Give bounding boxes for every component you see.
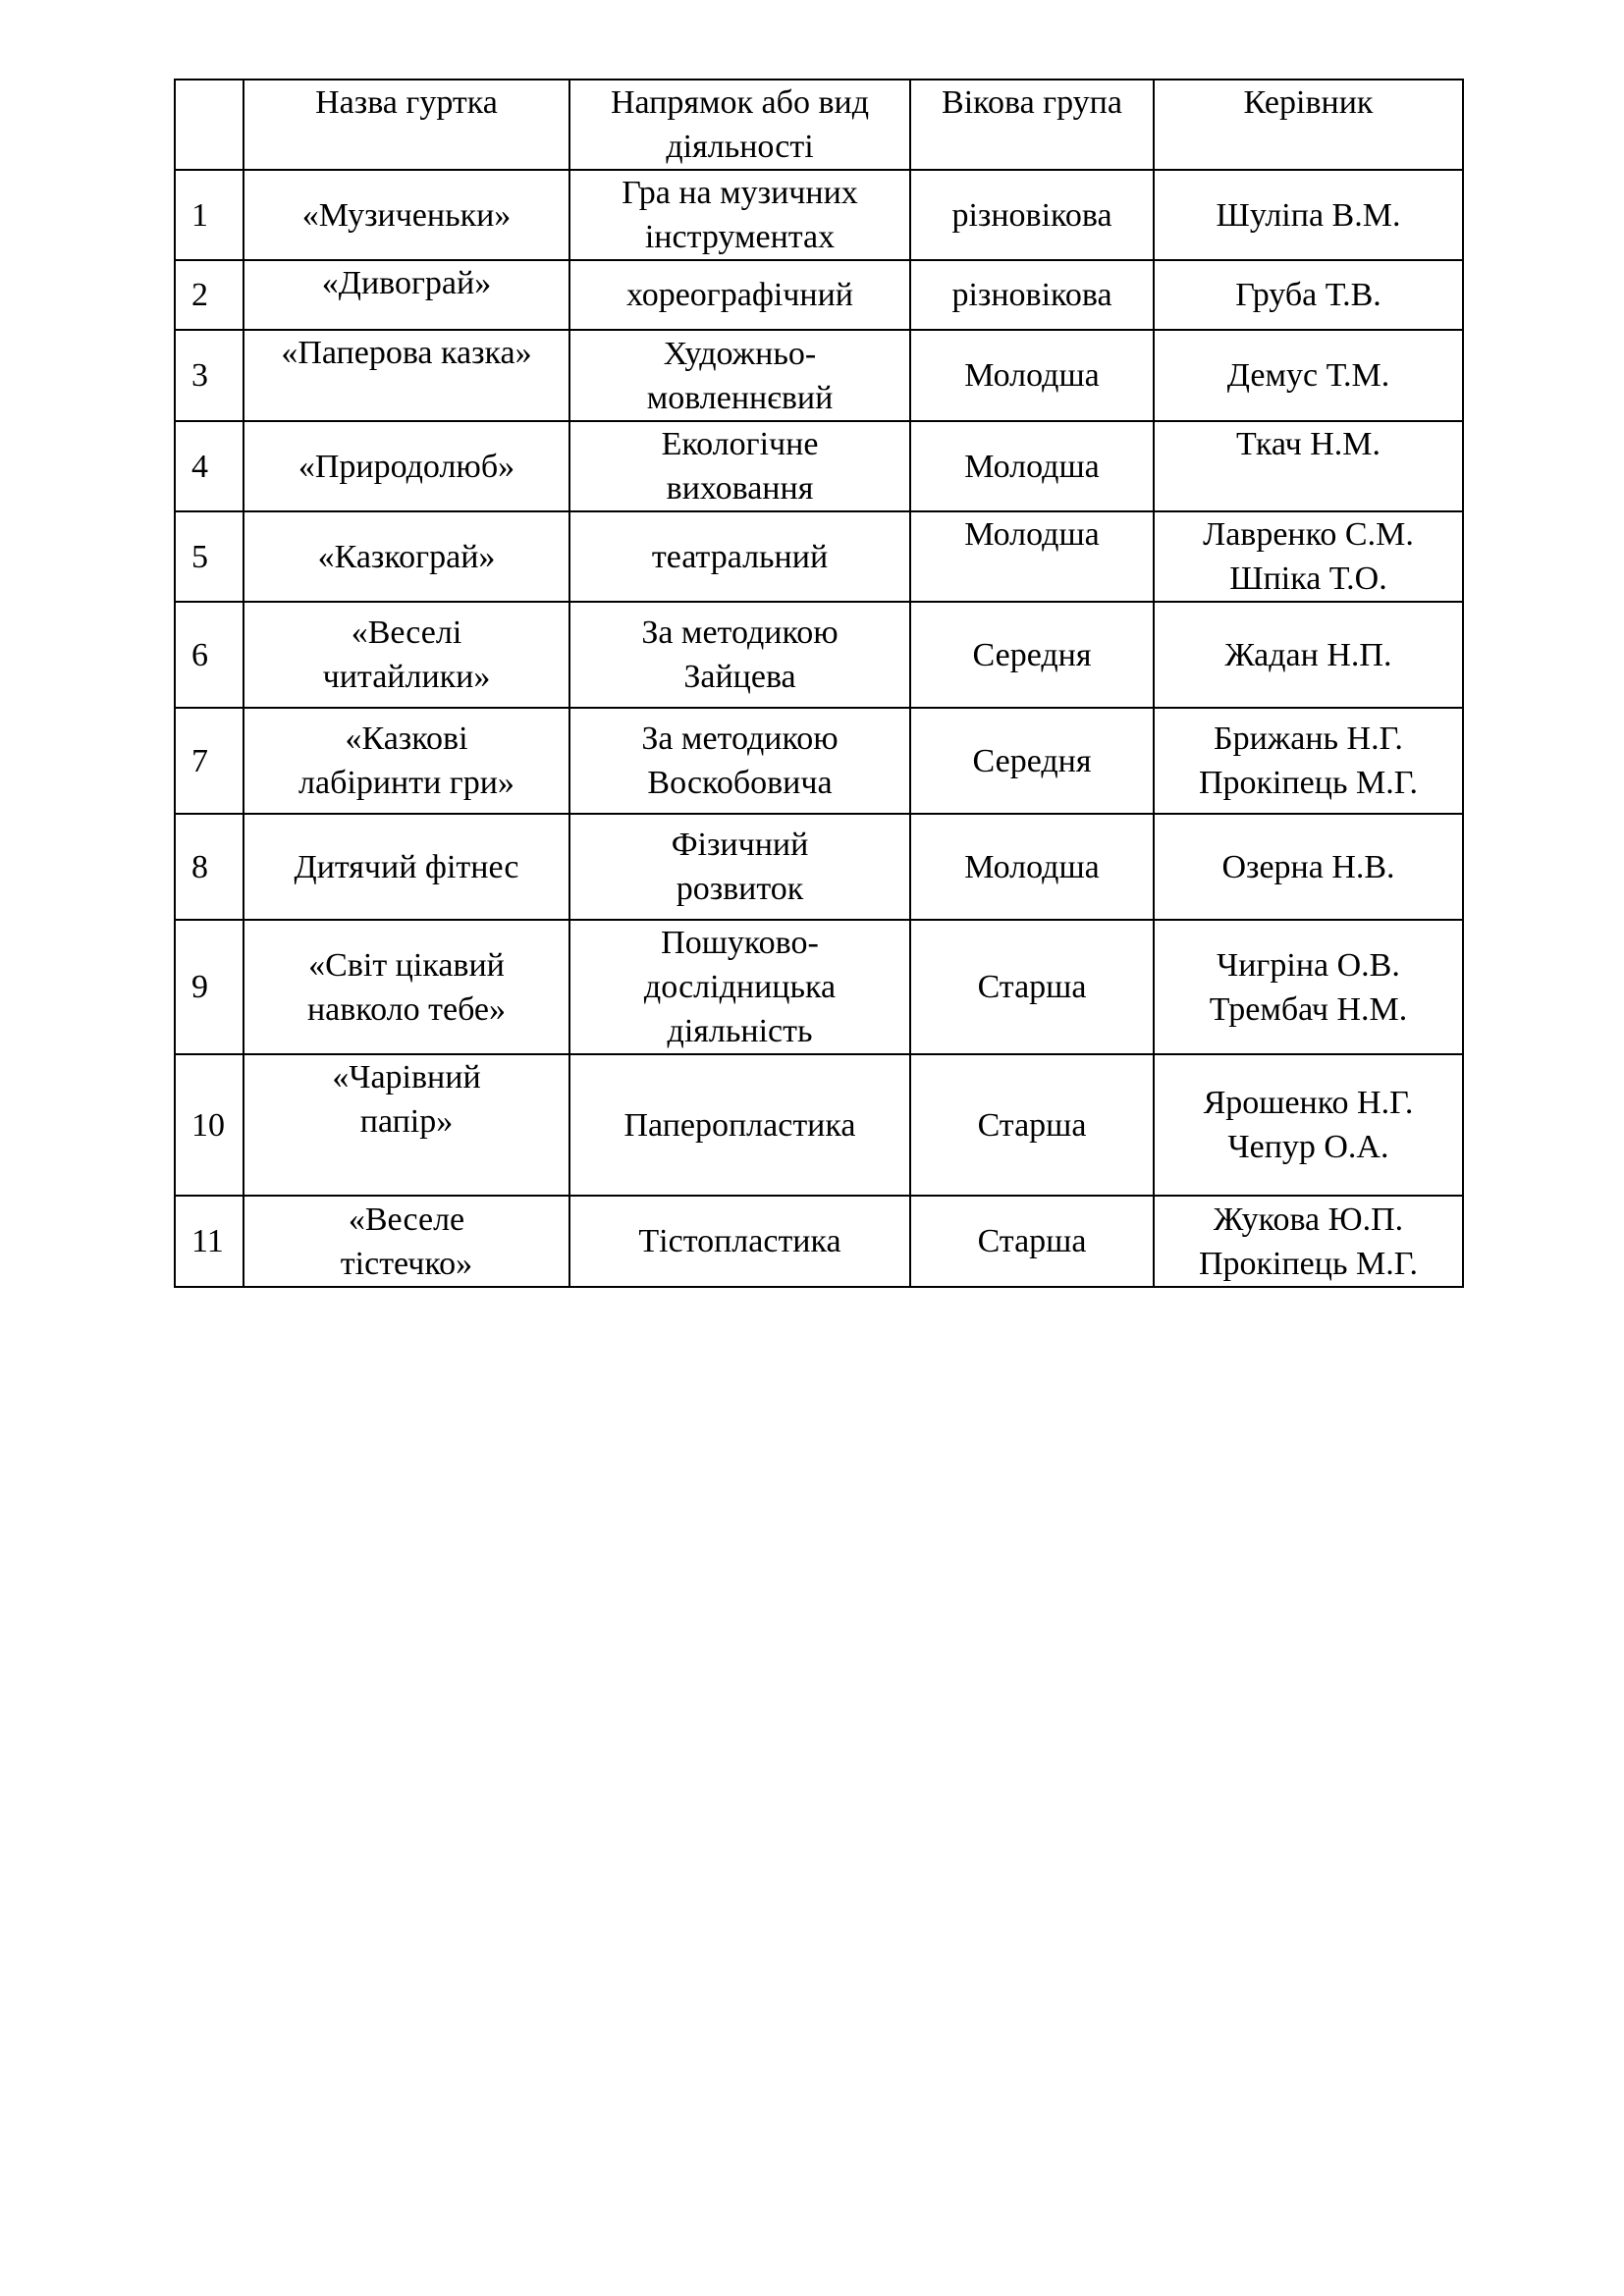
table-row [175,814,1463,920]
club-name-cell: «Музиченьки» [244,170,569,260]
row-number-cell: 9 [175,920,244,1054]
table-row [175,260,1463,330]
leader-cell: Шуліпа В.М. [1154,170,1463,260]
table-row [175,330,1463,421]
age-group-cell: Старша [910,1054,1154,1196]
club-name-cell: «Дивограй» [244,260,569,330]
direction-cell: театральний [569,511,910,602]
table-row [175,421,1463,511]
table-row [175,708,1463,814]
club-name-cell: «Паперова казка» [244,330,569,421]
leader-cell: Демус Т.М. [1154,330,1463,421]
header-cell-direction: Напрямок або вид діяльності [569,80,910,170]
direction-cell: хореографічний [569,260,910,330]
age-group-cell: Старша [910,1196,1154,1287]
club-name-cell: «Природолюб» [244,421,569,511]
header-cell-club-name: Назва гуртка [244,80,569,170]
header-cell-age-group: Вікова група [910,80,1154,170]
table-row [175,511,1463,602]
row-number-cell: 10 [175,1054,244,1196]
direction-cell: Пошуково- дослідницька діяльність [569,920,910,1054]
leader-cell: Ткач Н.М. [1154,421,1463,511]
table-row [175,1196,1463,1287]
direction-cell: Екологічне виховання [569,421,910,511]
table-header-row [175,80,1463,170]
age-group-cell: Молодша [910,330,1154,421]
club-name-cell: «Світ цікавий навколо тебе» [244,920,569,1054]
age-group-cell: Старша [910,920,1154,1054]
leader-cell: Лавренко С.М. Шпіка Т.О. [1154,511,1463,602]
direction-cell: Паперопластика [569,1054,910,1196]
direction-cell: Тістопластика [569,1196,910,1287]
age-group-cell: Молодша [910,511,1154,602]
age-group-cell: Молодша [910,814,1154,920]
direction-cell: Гра на музичних інструментах [569,170,910,260]
club-name-cell: «Казкограй» [244,511,569,602]
row-number-cell: 2 [175,260,244,330]
direction-cell: Фізичний розвиток [569,814,910,920]
header-cell-leader: Керівник [1154,80,1463,170]
row-number-cell: 6 [175,602,244,708]
row-number-cell: 1 [175,170,244,260]
club-name-cell: «Веселе тістечко» [244,1196,569,1287]
leader-cell: Жукова Ю.П. Прокіпець М.Г. [1154,1196,1463,1287]
leader-cell: Жадан Н.П. [1154,602,1463,708]
age-group-cell: Середня [910,708,1154,814]
leader-cell: Ярошенко Н.Г. Чепур О.А. [1154,1054,1463,1196]
table-row [175,920,1463,1054]
direction-cell: Художньо- мовленнєвий [569,330,910,421]
age-group-cell: різновікова [910,170,1154,260]
direction-cell: За методикою Зайцева [569,602,910,708]
club-name-cell: «Казкові лабіринти гри» [244,708,569,814]
header-cell-number [175,80,244,170]
row-number-cell: 4 [175,421,244,511]
table-row [175,1054,1463,1196]
direction-cell: За методикою Воскобовича [569,708,910,814]
row-number-cell: 7 [175,708,244,814]
age-group-cell: різновікова [910,260,1154,330]
row-number-cell: 5 [175,511,244,602]
leader-cell: Груба Т.В. [1154,260,1463,330]
club-name-cell: «Чарівний папір» [244,1054,569,1196]
table-row [175,602,1463,708]
row-number-cell: 3 [175,330,244,421]
club-name-cell: Дитячий фітнес [244,814,569,920]
table-row [175,170,1463,260]
row-number-cell: 11 [175,1196,244,1287]
leader-cell: Озерна Н.В. [1154,814,1463,920]
age-group-cell: Середня [910,602,1154,708]
leader-cell: Чигріна О.В. Трембач Н.М. [1154,920,1463,1054]
club-name-cell: «Веселі читайлики» [244,602,569,708]
leader-cell: Брижань Н.Г. Прокіпець М.Г. [1154,708,1463,814]
row-number-cell: 8 [175,814,244,920]
age-group-cell: Молодша [910,421,1154,511]
clubs-table [174,79,1464,1288]
